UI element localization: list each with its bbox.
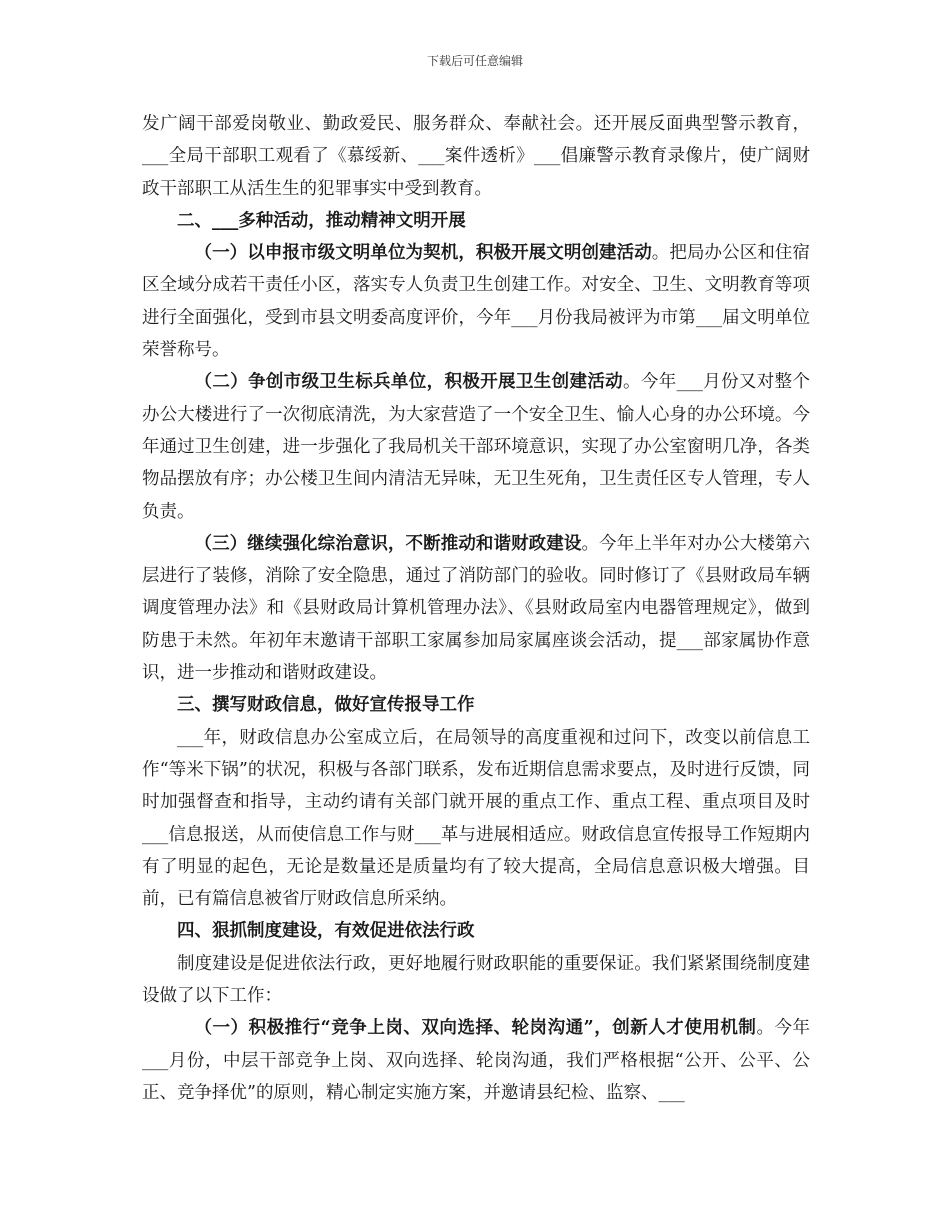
paragraph-competition — [142, 1012, 810, 1109]
page-header: 下载后可任意编辑 — [426, 54, 523, 68]
paragraph-hygiene-text: 。今年___月份又对整个办公大楼进行了一次彻底清洗，为大家营造了一个安全卫生、愉人心身的办公环境。今年通过卫生创建，进一步强化了我局机关干部环境意识，实现了办公室窗明几净，各类物品摆放有序；办公楼卫生间内清洁无异味，无卫生死角，卫生责任区专人管理，专人负责。 — [142, 372, 811, 522]
paragraph-harmony-text: 。今年上半年对办公大楼第六层进行了装修，消除了安全隐患，通过了消防部门的验收。同时修订了《县财政局车辆调度管理办法》和《县财政局计算机管理办法》、《县财政局室内电器管理规定》，做到防患于未然。年初年末邀请干部职工家属参加局家属座谈会活动，提___部家属协作意识，进一步推动和谐财政建设。 — [142, 533, 811, 684]
subheading-hygiene: （二）争创市级卫生标兵单位，积极开展卫生创建活动 — [194, 372, 624, 393]
subheading-harmony: （三）继续强化综治意识，不断推动和谐财政建设 — [194, 533, 582, 554]
paragraph-civilization — [142, 237, 810, 366]
paragraph-system-intro: 制度建设是促进依法行政，更好地履行财政职能的重要保证。我们紧紧围绕制度建设做了以下工作： — [142, 953, 810, 1007]
subheading-civilization: （一）以申报市级文明单位为契机，积极开展文明创建活动 — [194, 243, 652, 264]
paragraph-intro: 发广阔干部爱岗敬业、勤政爱民、服务群众、奉献社会。还开展反面典型警示教育，___全局干部职工观看了《慕绥新、___案件透析》___倡廉警示教育录像片，使广阔财政干部职工从活生生的犯罪事实中受到教育。 — [142, 114, 810, 199]
section-heading-4: 四、狠抓制度建设，有效促进依法行政 — [177, 921, 475, 942]
paragraph-competition-text: 。今年___月份，中层干部竞争上岗、双向选择、轮岗沟通，我们严格根据“公开、公平、公正、竞争择优”的原则，精心制定实施方案，并邀请县纪检、监察、___ — [142, 1018, 811, 1103]
paragraph-harmony — [142, 528, 810, 689]
paragraph-information: ___年，财政信息办公室成立后，在局领导的高度重视和过问下，改变以前信息工作“等米下锅”的状况，积极与各部门联系，发布近期信息需求要点，及时进行反馈，同时加强督查和指导，主动约请有关部门就开展的重点工作、重点工程、重点项目及时___信息报送，从而使信息工作与财___革与进展相适应。财政信息宣传报导工作短期内有了明显的起色，无论是数量还是质量均有了较大提高，全局信息意识极大增强。目前，已有篇信息被省厅财政信息所采纳。 — [142, 727, 810, 910]
section-heading-3: 三、撰写财政信息，做好宣传报导工作 — [177, 695, 475, 716]
section-heading-2: 二、___多种活动，推动精神文明开展 — [177, 210, 466, 231]
document-body — [142, 108, 810, 1109]
paragraph-hygiene — [142, 366, 810, 527]
subheading-competition: （一）积极推行“竞争上岗、双向选择、轮岗沟通”，创新人才使用机制 — [194, 1018, 757, 1039]
paragraph-civilization-text: 。把局办公区和住宿区全域分成若干责任小区，落实专人负责卫生创建工作。对安全、卫生、文明教育等项进行全面强化，受到市县文明委高度评价，今年___月份我局被评为市第___届文明单位荣誉称号。 — [142, 243, 811, 361]
